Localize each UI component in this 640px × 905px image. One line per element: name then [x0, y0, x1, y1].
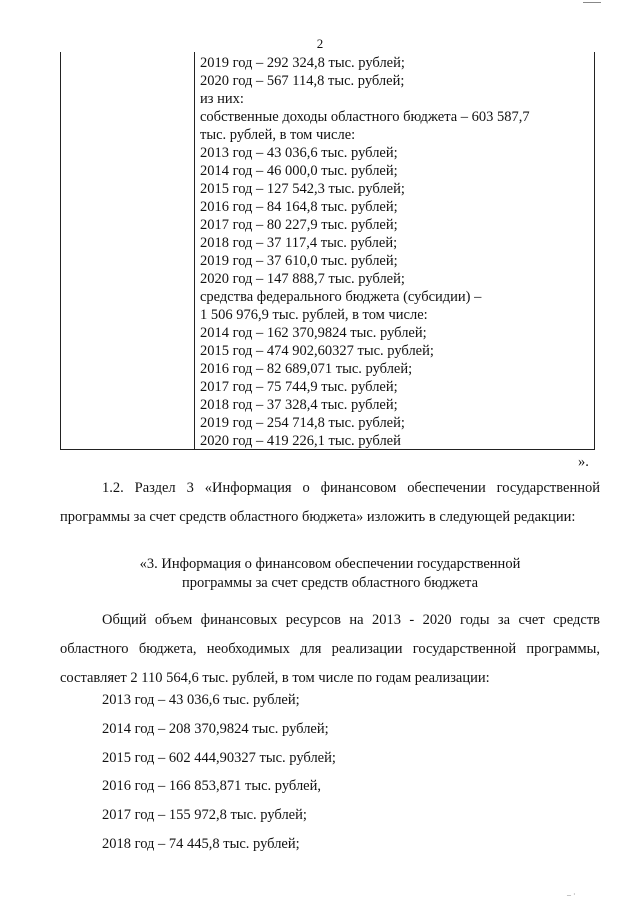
year-funding-list	[102, 686, 336, 859]
paragraph-amendment: 1.2. Раздел 3 «Информация о финансовом обеспечении государственной программы за счет средств областного бюджета» изложить в следующей редакции:	[60, 480, 600, 525]
table-line: 2019 год – 37 610,0 тыс. рублей;	[200, 253, 398, 269]
year-line: 2014 год – 208 370,9824 тыс. рублей;	[102, 720, 329, 737]
table-line: 2015 год – 474 902,60327 тыс. рублей;	[200, 343, 434, 359]
page-number: 2	[316, 36, 324, 51]
table-line: 2014 год – 162 370,9824 тыс. рублей;	[200, 325, 427, 341]
table-line: 2016 год – 82 689,071 тыс. рублей;	[200, 361, 413, 377]
paragraph-total-funding: Общий объем финансовых ресурсов на 2013 - 2020 годы за счет средств областного бюджета, необходимых для реализации государственной программы, составляет 2 110 564,6 тыс. рублей, в том числе по годам реализации:	[60, 612, 600, 686]
table-line: 2016 год – 84 164,8 тыс. рублей;	[200, 199, 398, 215]
table-line: 2017 год – 80 227,9 тыс. рублей;	[200, 217, 398, 233]
table-line: 1 506 976,9 тыс. рублей, в том числе:	[200, 307, 428, 323]
year-line: 2016 год – 166 853,871 тыс. рублей,	[102, 778, 322, 795]
table-line: 2013 год – 43 036,6 тыс. рублей;	[200, 145, 398, 161]
table-line: тыс. рублей, в том числе:	[200, 127, 356, 143]
table-column-divider	[194, 52, 195, 449]
table-line: средства федерального бюджета (субсидии) –	[200, 289, 482, 305]
table-line: из них:	[200, 91, 244, 107]
table-line: 2014 год – 46 000,0 тыс. рублей;	[200, 163, 398, 179]
scan-edge-mark	[583, 0, 601, 3]
table-line: 2020 год – 567 114,8 тыс. рублей;	[200, 73, 405, 89]
closing-quote: ».	[578, 454, 589, 470]
table-line: собственные доходы областного бюджета – 603 587,7	[200, 109, 530, 125]
table-line: 2019 год – 292 324,8 тыс. рублей;	[200, 55, 405, 71]
table-line: 2020 год – 419 226,1 тыс. рублей	[200, 433, 401, 449]
table-line: 2018 год – 37 328,4 тыс. рублей;	[200, 397, 398, 413]
table-line: 2018 год – 37 117,4 тыс. рублей;	[200, 235, 398, 251]
funding-table	[60, 52, 595, 450]
section-heading	[60, 555, 600, 593]
table-right-cell	[200, 54, 588, 450]
year-line: 2015 год – 602 444,90327 тыс. рублей;	[102, 749, 336, 766]
section-heading-line: программы за счет средств областного бюджета	[181, 575, 479, 591]
table-line: 2019 год – 254 714,8 тыс. рублей;	[200, 415, 405, 431]
table-line: 2015 год – 127 542,3 тыс. рублей;	[200, 181, 405, 197]
year-line: 2018 год – 74 445,8 тыс. рублей;	[102, 835, 300, 852]
scan-edge-mark: – ·	[567, 890, 576, 899]
year-line: 2017 год – 155 972,8 тыс. рублей;	[102, 807, 307, 824]
section-heading-line: «3. Информация о финансовом обеспечении государственной	[139, 556, 521, 572]
table-line: 2017 год – 75 744,9 тыс. рублей;	[200, 379, 398, 395]
table-line: 2020 год – 147 888,7 тыс. рублей;	[200, 271, 405, 287]
year-line: 2013 год – 43 036,6 тыс. рублей;	[102, 692, 300, 708]
